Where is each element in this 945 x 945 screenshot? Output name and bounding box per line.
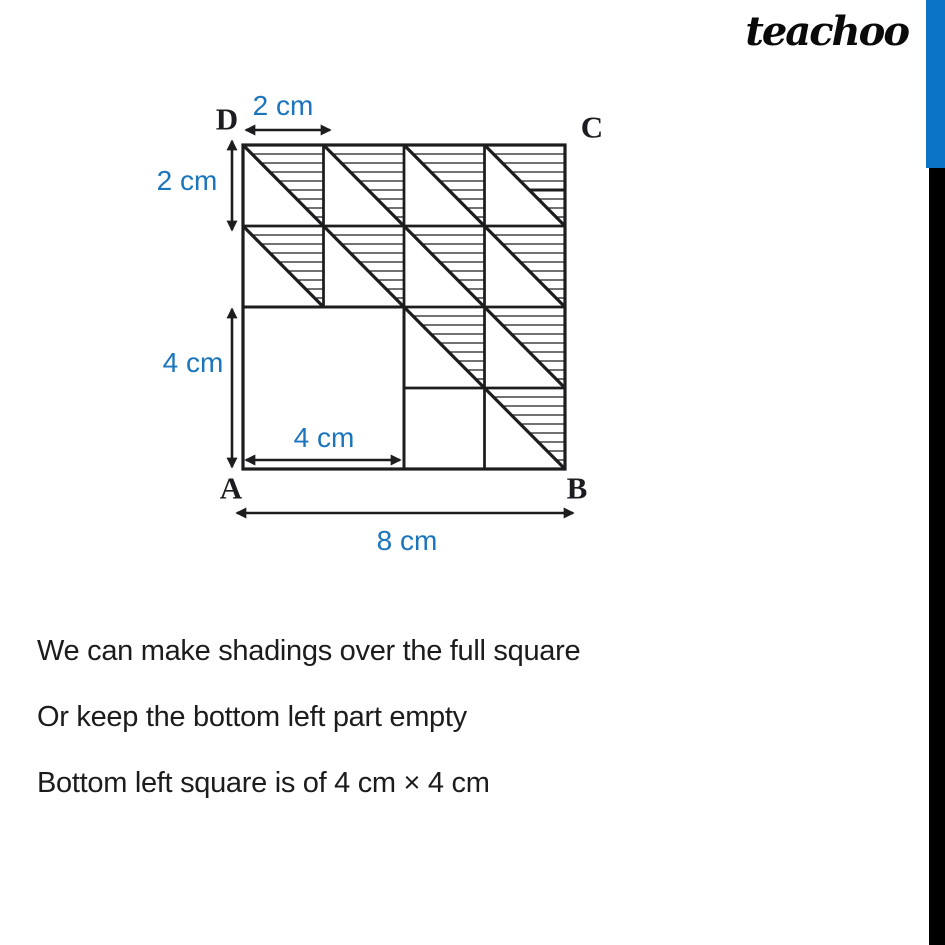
corner-label-d: D xyxy=(215,101,239,137)
dim-label-inner-4cm: 4 cm xyxy=(293,422,355,453)
corner-label-a: A xyxy=(219,470,243,506)
dim-label-bottom-8cm: 8 cm xyxy=(376,525,438,556)
corner-label-b: B xyxy=(566,470,588,506)
corner-label-c: C xyxy=(580,109,604,145)
dim-label-left-4cm: 4 cm xyxy=(162,347,224,378)
figure-lines-layer xyxy=(232,130,573,513)
note-line-1: We can make shadings over the full square xyxy=(37,635,581,667)
teachoo-logo: teachoo xyxy=(745,8,908,55)
note-line-3: Bottom left square is of 4 cm × 4 cm xyxy=(37,767,490,799)
dim-label-top-2cm: 2 cm xyxy=(252,90,314,121)
note-line-2: Or keep the bottom left part empty xyxy=(37,701,467,733)
dim-label-left-2cm: 2 cm xyxy=(156,165,218,196)
